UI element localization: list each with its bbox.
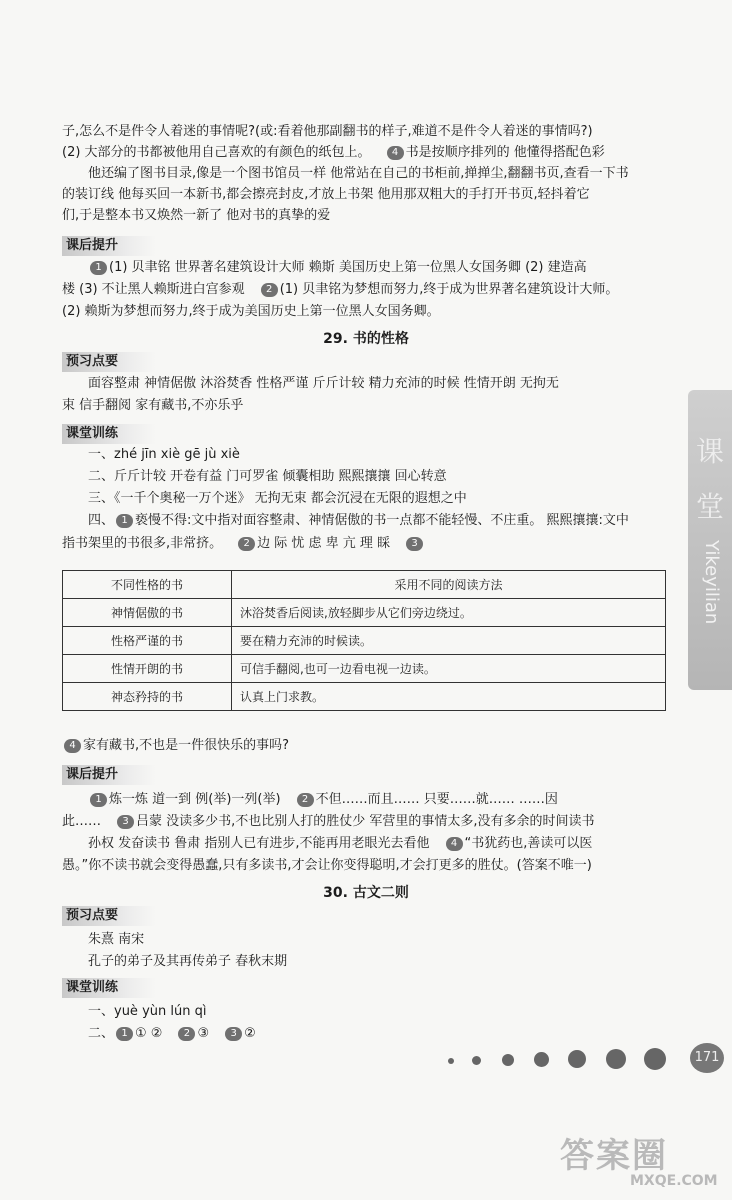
answer-text: ②: [244, 1026, 256, 1041]
table-cell: 神态矜持的书: [63, 683, 232, 711]
question-badge: 1: [90, 261, 107, 275]
answer-line: [88, 511, 629, 531]
table-row: [63, 627, 666, 655]
answer-line: 朱熹 南宋: [88, 932, 145, 947]
side-tab-character: 堂: [696, 490, 725, 523]
answer-line: [88, 258, 587, 278]
dot-icon: [606, 1049, 626, 1069]
answer-line: [62, 736, 289, 756]
table-header-cell: 不同性格的书: [63, 571, 232, 599]
answer-text: 四、: [88, 513, 115, 528]
section-heading: 课堂训练: [62, 978, 156, 998]
answer-line: [62, 534, 425, 554]
dot-icon: [472, 1056, 481, 1065]
section-heading: 预习点要: [62, 906, 156, 926]
answer-text: 不但……而且…… 只要……就…… ……因: [315, 792, 558, 807]
answer-line: [62, 143, 605, 163]
table-cell: 神情倨傲的书: [63, 599, 232, 627]
answer-line: [62, 280, 618, 300]
watermark-url: MXQE.COM: [630, 1173, 718, 1189]
answer-line: 孔子的弟子及其再传弟子 春秋末期: [88, 954, 288, 969]
side-chapter-tab: [688, 390, 732, 690]
dot-icon: [448, 1058, 454, 1064]
answer-line: (2) 赖斯为梦想而努力,终于成为美国历史上第一位黑人女国务卿。: [62, 304, 440, 319]
table-cell: 认真上门求教。: [232, 683, 666, 711]
question-badge: 3: [117, 815, 134, 829]
answer-text: 二、: [88, 1026, 115, 1041]
answer-line: 三、《一千个奥秘一万个迷》 无拘无束 都会沉浸在无限的遐想之中: [88, 491, 467, 506]
reading-method-table: [62, 570, 666, 711]
question-badge: 4: [64, 739, 81, 753]
watermark-text: 答案圈: [560, 1136, 668, 1176]
watermark-logo: [560, 1128, 718, 1189]
answer-line: 束 信手翻阅 家有藏书,不亦乐乎: [62, 398, 244, 413]
question-badge: 3: [406, 537, 423, 551]
page-number: 171: [690, 1043, 724, 1073]
answer-line: 们,于是整本书又焕然一新了 他对书的真挚的爱: [62, 208, 331, 223]
answer-line: 面容整肃 神情倨傲 沐浴焚香 性格严谨 斤斤计较 精力充沛的时候 性情开朗 无拘无: [88, 376, 559, 391]
answer-text: “书犹药也,善读可以医: [464, 836, 593, 851]
table-row: [63, 655, 666, 683]
answer-line: 的装订线 他每买回一本新书,都会擦亮封皮,才放上书架 他用那双粗大的手打开书页,轻抖着它: [62, 187, 590, 202]
table-row: [63, 599, 666, 627]
question-badge: 3: [225, 1027, 242, 1041]
side-tab-label: Yikeyilian: [701, 540, 722, 625]
question-badge: 2: [261, 283, 278, 297]
chapter-title: 29. 书的性格: [323, 331, 409, 347]
section-heading: 课后提升: [62, 236, 156, 256]
answer-line: [62, 812, 595, 832]
answer-line: [88, 834, 592, 854]
table-cell: 沐浴焚香后阅读,放轻脚步从它们旁边绕过。: [232, 599, 666, 627]
table-cell: 性情开朗的书: [63, 655, 232, 683]
chapter-title: 30. 古文二则: [323, 885, 409, 901]
table-cell: 可信手翻阅,也可一边看电视一边读。: [232, 655, 666, 683]
answer-text: 孙权 发奋读书 鲁肃 指别人已有进步,不能再用老眼光去看他: [88, 836, 430, 851]
answer-text: (1) 贝聿铭 世界著名建筑设计大师 赖斯 美国历史上第一位黑人女国务卿 (2) 建造高: [109, 260, 587, 275]
answer-line: 二、斤斤计较 开卷有益 门可罗雀 倾囊相助 熙熙攘攘 回心转意: [88, 469, 447, 484]
answer-text: 亵慢不得:文中指对面容整肃、神情倨傲的书一点都不能轻慢、不庄重。 熙熙攘攘:文中: [135, 513, 629, 528]
section-heading: 课后提升: [62, 765, 156, 785]
table-header-row: [63, 571, 666, 599]
question-badge: 1: [116, 514, 133, 528]
dot-icon: [502, 1054, 514, 1066]
dot-icon: [644, 1048, 666, 1070]
answer-line: 愚。”你不读书就会变得愚蠢,只有多读书,才会让你变得聪明,才会打更多的胜仗。(答案不唯一): [62, 858, 592, 873]
answer-text: 边 际 忧 虑 卑 亢 理 睬: [257, 536, 391, 551]
question-badge: 2: [297, 793, 314, 807]
question-badge: 1: [116, 1027, 133, 1041]
answer-line: 一、zhé jīn xiè gē jù xiè: [88, 447, 240, 462]
side-tab-character: 课: [696, 435, 725, 468]
answer-text: 书是按顺序排列的 他懂得搭配色彩: [405, 145, 605, 160]
section-heading: 课堂训练: [62, 424, 156, 444]
table-cell: 要在精力充沛的时候读。: [232, 627, 666, 655]
question-badge: 2: [178, 1027, 195, 1041]
dot-icon: [568, 1050, 586, 1068]
answer-text: 吕蒙 没读多少书,不也比别人打的胜仗少 军营里的事情太多,没有多余的时间读书: [136, 814, 595, 829]
question-badge: 2: [238, 537, 255, 551]
answer-text: (2) 大部分的书都被他用自己喜欢的有颜色的纸包上。: [62, 145, 371, 160]
answer-line: [88, 790, 558, 810]
question-badge: 1: [90, 793, 107, 807]
answer-line: 他还编了图书目录,像是一个图书馆员一样 他常站在自己的书柜前,掸掸尘,翻翻书页,查看一下书: [88, 166, 629, 181]
answer-text: 楼 (3) 不让黑人赖斯进白宫参观: [62, 282, 245, 297]
section-heading: 预习点要: [62, 352, 156, 372]
answer-line: 子,怎么不是件令人着迷的事情呢?(或:看着他那副翻书的样子,难道不是件令人着迷的事情吗?): [62, 124, 593, 139]
answer-text: ① ②: [135, 1026, 163, 1041]
answer-line: [88, 1024, 256, 1044]
question-badge: 4: [446, 837, 463, 851]
answer-text: 此……: [62, 814, 102, 829]
dot-icon: [534, 1052, 549, 1067]
answer-line: 一、yuè yùn lún qì: [88, 1004, 207, 1019]
answer-text: 家有藏书,不也是一件很快乐的事吗?: [83, 738, 290, 753]
table-header-cell: 采用不同的阅读方法: [232, 571, 666, 599]
answer-text: ③: [197, 1026, 210, 1041]
answer-text: 炼一炼 道一到 例(举)一列(举): [109, 792, 281, 807]
answer-text: (1) 贝聿铭为梦想而努力,终于成为世界著名建筑设计大师。: [279, 282, 619, 297]
table-row: [63, 683, 666, 711]
question-badge: 4: [387, 146, 404, 160]
answer-text: 指书架里的书很多,非常挤。: [62, 536, 223, 551]
table-cell: 性格严谨的书: [63, 627, 232, 655]
